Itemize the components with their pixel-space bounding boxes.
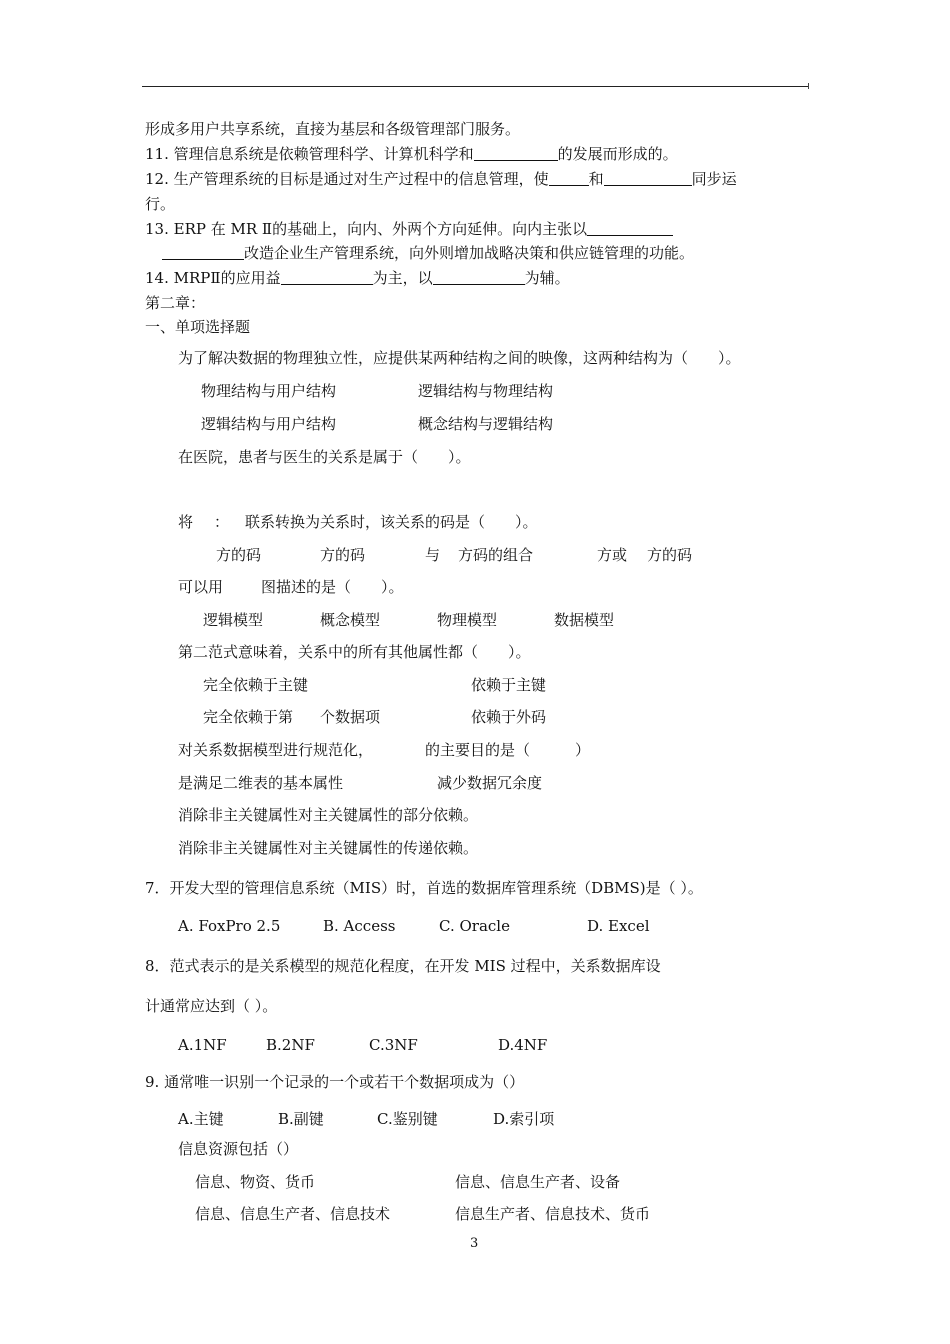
blank: [281, 269, 373, 285]
mc8-question-1: 8．范式表示的是关系模型的规范化程度，在开发 MIS 过程中，关系数据库设: [145, 957, 661, 975]
mc10-option-c: 信息、信息生产者、信息技术: [195, 1205, 391, 1223]
mc7-option-a: A. FoxPro 2.5: [178, 917, 281, 935]
mc1-option-d: 概念结构与逻辑结构: [418, 415, 554, 433]
blank: [433, 269, 525, 285]
question-13: 13. ERP 在 MR Ⅱ的基础上，向内、外两个方向延伸。向内主张以: [145, 219, 673, 239]
mc4-question-2: 图描述的是（ ）。: [261, 578, 404, 596]
mc1-option-b: 逻辑结构与物理结构: [418, 382, 554, 400]
mc1-option-a: 物理结构与用户结构: [201, 382, 337, 400]
mc7-option-d: D. Excel: [587, 917, 650, 935]
mc6-option-d: 消除非主关键属性对主关键属性的传递依赖。: [178, 839, 479, 857]
header-rule: [142, 86, 808, 87]
mc10-option-d: 信息生产者、信息技术、货币: [455, 1205, 651, 1223]
mc3-question-2: ：: [214, 513, 230, 531]
mc1-option-c: 逻辑结构与用户结构: [201, 415, 337, 433]
mc3-option-a: 方的码: [216, 546, 262, 564]
mc3-option-b: 方的码: [320, 546, 366, 564]
mc2-question: 在医院，患者与医生的关系是属于（ ）。: [178, 448, 471, 466]
mc10-question: 信息资源包括（）: [178, 1140, 299, 1158]
blank: [549, 170, 589, 186]
mc3-option-c-2: 方码的组合: [458, 546, 534, 564]
mc10-option-b: 信息、信息生产者、设备: [455, 1173, 621, 1191]
mc3-option-d-1: 方或: [597, 546, 628, 564]
section-title: 一、单项选择题: [145, 318, 251, 336]
mc7-option-c: C. Oracle: [439, 917, 510, 935]
mc8-option-a: A.1NF: [178, 1036, 227, 1054]
mc9-option-d: D.索引项: [493, 1110, 555, 1128]
page-number: 3: [470, 1236, 479, 1251]
mc6-option-a: 是满足二维表的基本属性: [178, 774, 344, 792]
mc5-option-b: 依赖于主键: [471, 676, 547, 694]
mc9-option-a: A.主键: [178, 1110, 224, 1128]
mc3-question-1: 将: [178, 513, 194, 531]
mc4-option-d: 数据模型: [554, 611, 615, 629]
intro-line: 形成多用户共享系统，直接为基层和各级管理部门服务。: [145, 120, 521, 138]
mc8-option-c: C.3NF: [369, 1036, 418, 1054]
mc4-option-c: 物理模型: [437, 611, 498, 629]
mc5-option-d: 依赖于外码: [471, 708, 547, 726]
mc8-question-2: 计通常应达到（ ）。: [145, 997, 278, 1015]
blank: [162, 244, 244, 260]
mc6-option-c: 消除非主关键属性对主关键属性的部分依赖。: [178, 806, 479, 824]
question-13-cont: 改造企业生产管理系统，向外则增加战略决策和供应链管理的功能。: [162, 243, 694, 263]
question-12: 12. 生产管理系统的目标是通过对生产过程中的信息管理，使 和 同步运: [145, 170, 737, 188]
mc5-option-a: 完全依赖于主键: [203, 676, 309, 694]
mc8-option-d: D.4NF: [498, 1036, 548, 1054]
mc8-option-b: B.2NF: [266, 1036, 315, 1054]
mc6-question-1: 对关系数据模型进行规范化，: [178, 741, 374, 759]
mc9-question: 9. 通常唯一识别一个记录的一个或若干个数据项成为（）: [145, 1073, 525, 1091]
header-rule-tick: [808, 83, 811, 89]
blank: [474, 145, 558, 161]
mc3-option-c-1: 与: [425, 546, 441, 564]
mc10-option-a: 信息、物资、货币: [195, 1173, 316, 1191]
mc5-question: 第二范式意味着，关系中的所有其他属性都（ ）。: [178, 643, 531, 661]
blank: [587, 220, 673, 236]
blank: [604, 170, 692, 186]
mc9-option-b: B.副键: [278, 1110, 324, 1128]
mc9-option-c: C.鉴别键: [377, 1110, 438, 1128]
mc3-option-d-2: 方的码: [647, 546, 693, 564]
mc4-option-b: 概念模型: [320, 611, 381, 629]
mc7-option-b: B. Access: [323, 917, 396, 935]
mc1-question: 为了解决数据的物理独立性，应提供某两种结构之间的映像，这两种结构为（ ）。: [178, 349, 741, 367]
question-12-cont: 行。: [145, 195, 176, 213]
mc7-question: 7．开发大型的管理信息系统（MIS）时，首选的数据库管理系统（DBMS)是（ ）。: [145, 879, 703, 897]
mc5-option-c-1: 完全依赖于第: [203, 708, 294, 726]
mc4-question-1: 可以用: [178, 578, 224, 596]
mc6-question-2: 的主要目的是（ ）: [425, 741, 591, 759]
question-14: 14. MRPⅡ的应用益 为主，以 为辅。: [145, 269, 570, 287]
question-11: 11. 管理信息系统是依赖管理科学、计算机科学和 的发展而形成的。: [145, 145, 678, 163]
chapter-title: 第二章：: [145, 294, 206, 312]
mc5-option-c-2: 个数据项: [320, 708, 381, 726]
mc3-question-3: 联系转换为关系时，该关系的码是（ ）。: [245, 513, 538, 531]
mc6-option-b: 减少数据冗余度: [437, 774, 543, 792]
mc4-option-a: 逻辑模型: [203, 611, 264, 629]
